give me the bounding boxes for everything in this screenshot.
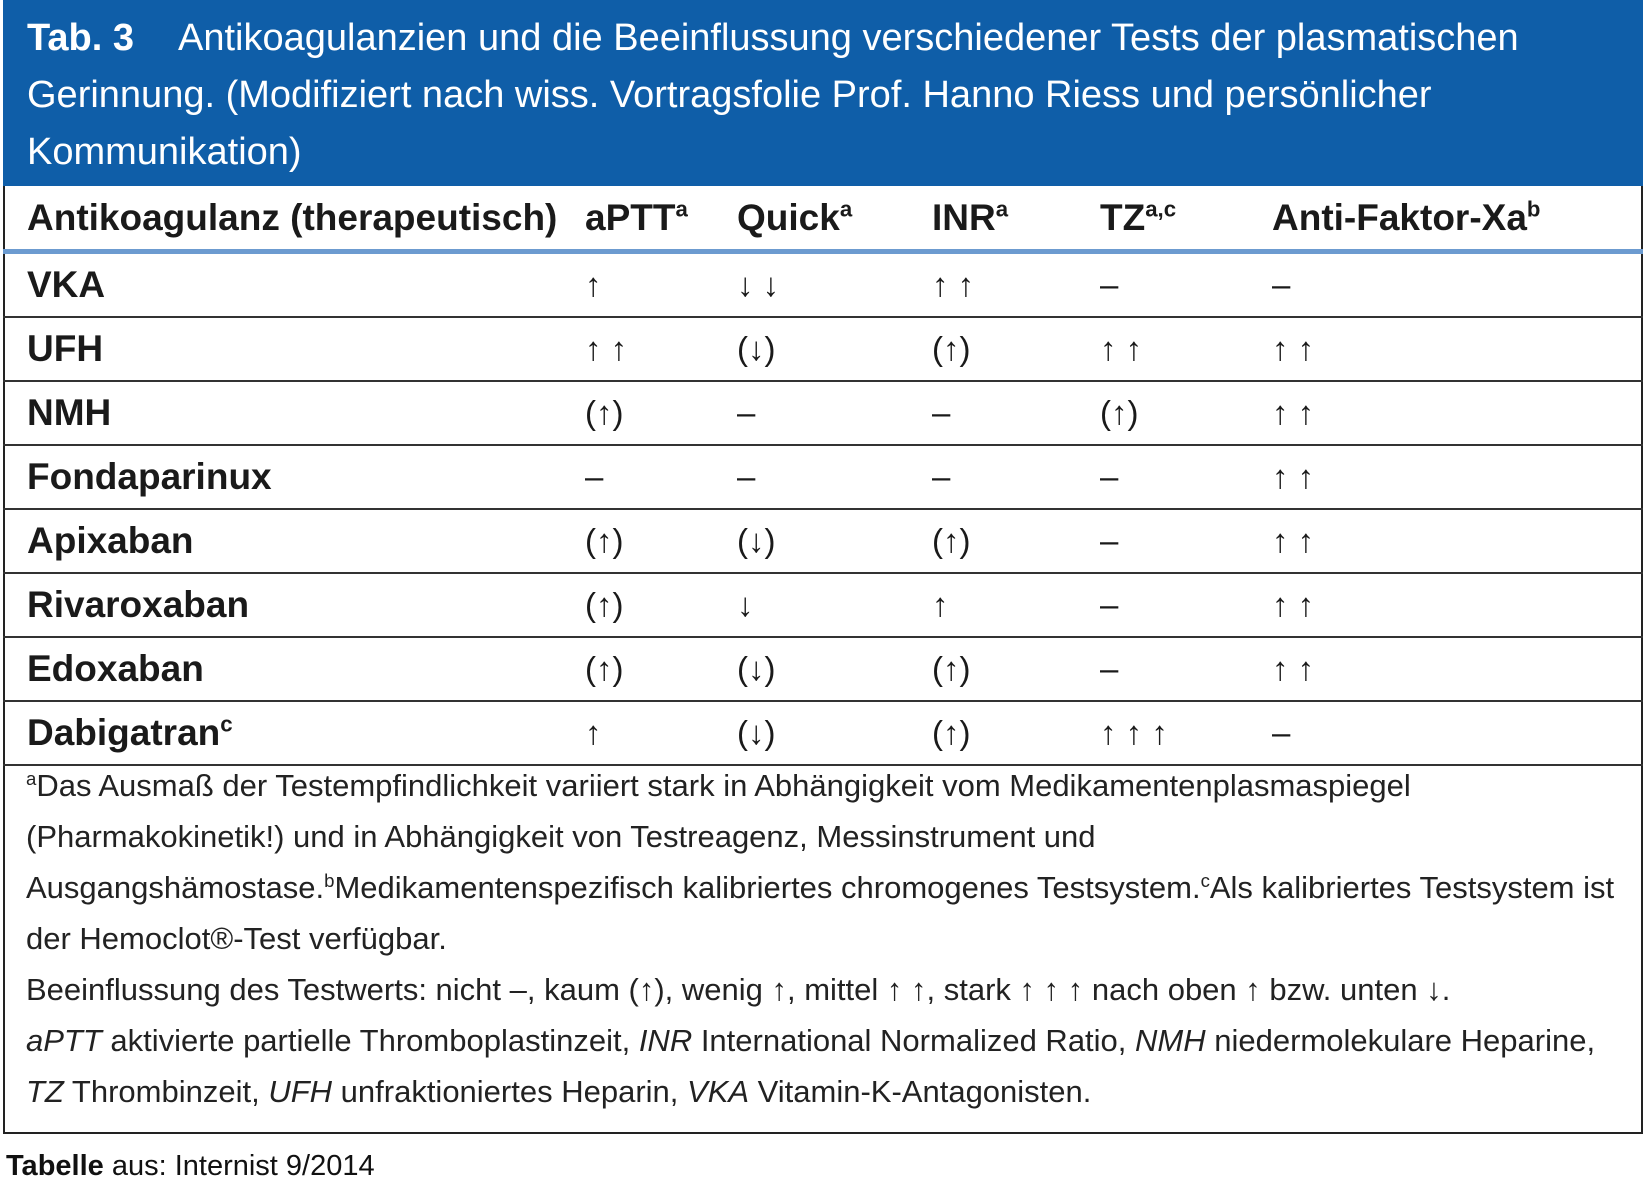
footnote-a-mark: a	[26, 767, 37, 789]
effect-cell: ↑ ↑	[585, 317, 737, 381]
footnote-c-mark: c	[1200, 869, 1210, 891]
effect-cell: ↑ ↑	[1272, 637, 1643, 701]
abbreviation-term: INR	[638, 1023, 693, 1058]
abbreviation-list	[26, 1015, 1616, 1117]
table-row	[3, 637, 1643, 701]
anticoagulant-name	[3, 317, 585, 381]
legend-text: Beeinflussung des Testwerts: nicht –, kaum (↑), wenig ↑, mittel ↑ ↑, stark ↑ ↑ ↑ nach oben ↑ bzw. unten ↓.	[26, 972, 1451, 1007]
anticoagulant-label: Fondaparinux	[27, 456, 272, 497]
effect-cell: –	[932, 445, 1100, 509]
effect-cell: (↑)	[932, 637, 1100, 701]
effect-cell: ↓	[737, 573, 932, 637]
column-header-label: INR	[932, 196, 996, 238]
footnotes	[26, 760, 1616, 1117]
effect-cell: –	[1272, 252, 1643, 318]
effect-cell: ↑ ↑	[1272, 445, 1643, 509]
abbreviation-definition: Thrombinzeit,	[63, 1074, 269, 1109]
effect-cell: ↑ ↑	[1272, 317, 1643, 381]
column-header-superscript: a	[839, 196, 853, 222]
source-text: aus: Internist 9/2014	[103, 1150, 375, 1182]
table-row	[3, 252, 1643, 318]
column-header-label: TZ	[1100, 196, 1146, 238]
table-row	[3, 381, 1643, 445]
abbreviation-term: aPTT	[26, 1023, 102, 1058]
effect-cell: –	[737, 381, 932, 445]
anticoagulant-label: Edoxaban	[27, 648, 204, 689]
effect-cell: –	[1100, 637, 1272, 701]
effect-cell: (↓)	[737, 317, 932, 381]
table-body	[3, 252, 1643, 766]
footnote-a-text: Das Ausmaß der Testempfindlichkeit variiert stark in Abhängigkeit vom Medikamentenplasmaspiegel (Pharmakokinetik!) und in Abhängigkeit von Testreagenz, Messinstrument und Ausgangshämostase.	[26, 768, 1411, 905]
anticoagulant-name	[3, 573, 585, 637]
anticoagulant-name	[3, 637, 585, 701]
column-header-superscript: b	[1526, 196, 1541, 222]
effect-cell: ↑ ↑	[1272, 573, 1643, 637]
abbreviation-definition: aktivierte partielle Thromboplastinzeit,	[101, 1023, 639, 1058]
table-title: Antikoagulanzien und die Beeinflussung verschiedener Tests der plasmatischen Gerinnung. (Modifiziert nach wiss. Vortragsfolie Prof. Hanno Riess und persönlicher Kommunikation)	[27, 17, 1519, 173]
row-superscript: c	[220, 711, 233, 737]
effect-cell: (↑)	[932, 509, 1100, 573]
anticoagulant-label: Rivaroxaban	[27, 584, 250, 625]
column-header	[1272, 186, 1643, 252]
abbreviation-term: TZ	[26, 1074, 64, 1109]
anticoagulant-name	[3, 252, 585, 318]
column-header	[737, 186, 932, 252]
anticoagulant-label: VKA	[27, 264, 106, 305]
abbreviation-definition: International Normalized Ratio,	[692, 1023, 1136, 1058]
abbreviation-definition: niedermolekulare Heparine,	[1205, 1023, 1596, 1058]
effect-cell: –	[585, 445, 737, 509]
effect-cell: (↑)	[932, 317, 1100, 381]
table-caption	[3, 0, 1643, 186]
anticoagulant-label: Apixaban	[27, 520, 194, 561]
effect-cell: –	[1100, 509, 1272, 573]
column-header	[1100, 186, 1272, 252]
table-number: Tab. 3	[27, 17, 134, 59]
anticoagulant-name	[3, 381, 585, 445]
footnote-b-mark: b	[324, 869, 335, 891]
effect-cell: ↑ ↑	[1100, 317, 1272, 381]
source-label: Tabelle	[6, 1150, 104, 1182]
effect-cell: (↑)	[585, 381, 737, 445]
abbreviation-term: UFH	[268, 1074, 333, 1109]
effect-cell: ↑ ↑ ↑	[1100, 701, 1272, 765]
anticoagulant-table	[3, 186, 1643, 766]
effect-cell: ↑	[932, 573, 1100, 637]
effect-cell: ↑ ↑	[1272, 509, 1643, 573]
effect-cell: (↑)	[585, 509, 737, 573]
effect-cell: ↑ ↑	[932, 252, 1100, 318]
anticoagulant-label: NMH	[27, 392, 112, 433]
footnote-c-text: Als kalibriertes Testsystem ist der Hemoclot®-Test verfügbar.	[26, 870, 1615, 956]
footnote-b-text: Medikamentenspezifisch kalibriertes chromogenes Testsystem.	[334, 870, 1201, 905]
effect-cell: –	[1100, 445, 1272, 509]
column-header-superscript: a	[675, 196, 688, 222]
effect-cell: (↑)	[585, 573, 737, 637]
effect-cell: ↑	[585, 701, 737, 765]
table-row	[3, 317, 1643, 381]
effect-cell: –	[932, 381, 1100, 445]
anticoagulant-label: Dabigatran	[27, 712, 221, 753]
anticoagulant-name	[3, 509, 585, 573]
effect-cell: –	[1100, 573, 1272, 637]
effect-cell: –	[1100, 252, 1272, 318]
column-header-label: Quick	[737, 196, 840, 238]
column-header-label: Antikoagulanz (therapeutisch)	[27, 196, 558, 238]
table-row	[3, 445, 1643, 509]
effect-cell: (↑)	[932, 701, 1100, 765]
effect-cell: (↓)	[737, 701, 932, 765]
footnote-paragraph	[26, 760, 1616, 964]
table-row	[3, 701, 1643, 765]
column-header	[3, 186, 585, 252]
column-header-superscript: a,c	[1145, 196, 1177, 222]
column-header-label: aPTT	[585, 196, 676, 238]
effect-cell: (↑)	[585, 637, 737, 701]
effect-cell: ↑	[585, 252, 737, 318]
table-header-row	[3, 186, 1643, 252]
column-header	[932, 186, 1100, 252]
abbreviation-term: NMH	[1135, 1023, 1206, 1058]
effect-cell: ↓ ↓	[737, 252, 932, 318]
effect-cell: (↓)	[737, 637, 932, 701]
column-header-label: Anti-Faktor-Xa	[1272, 196, 1527, 238]
anticoagulant-name	[3, 445, 585, 509]
anticoagulant-label: UFH	[27, 328, 104, 369]
source-line	[6, 1150, 375, 1183]
anticoagulant-name	[3, 701, 585, 765]
abbreviation-definition: Vitamin-K-Antagonisten.	[749, 1074, 1092, 1109]
effect-cell: ↑ ↑	[1272, 381, 1643, 445]
effect-cell: –	[737, 445, 932, 509]
effect-cell: (↓)	[737, 509, 932, 573]
abbreviation-term: VKA	[687, 1074, 750, 1109]
table-row	[3, 509, 1643, 573]
abbreviation-definition: unfraktioniertes Heparin,	[332, 1074, 688, 1109]
column-header-superscript: a	[995, 196, 1009, 222]
effect-cell: (↑)	[1100, 381, 1272, 445]
effect-cell: –	[1272, 701, 1643, 765]
column-header	[585, 186, 737, 252]
table-row	[3, 573, 1643, 637]
